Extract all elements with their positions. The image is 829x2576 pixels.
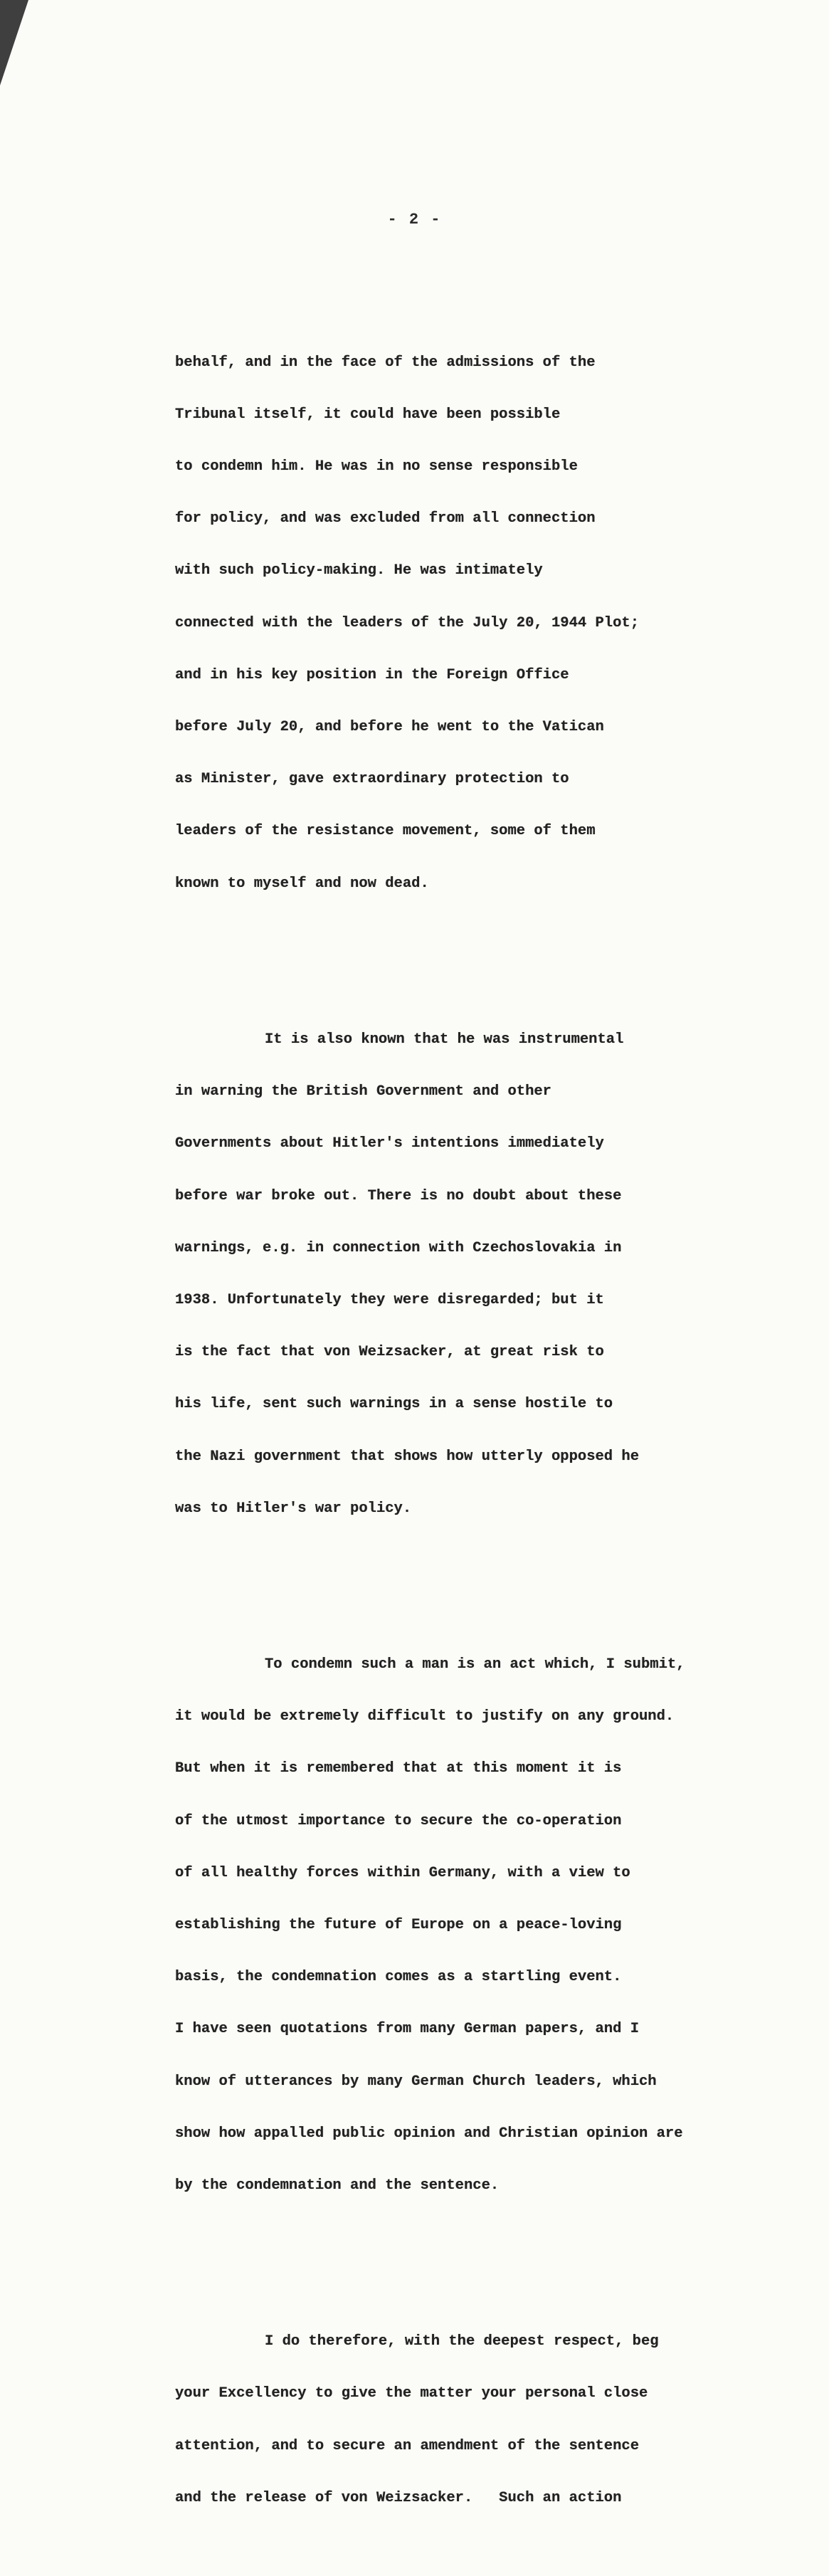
paragraph-1 [175,320,801,927]
text-line: by the condemnation and the sentence. [175,2177,500,2194]
paragraph-4 [175,2298,801,2542]
text-line: 1938. Unfortunately they were disregarded; but it [175,1291,604,1308]
page-number: - 2 - [387,211,442,228]
text-line: is the fact that von Weizsacker, at great risk to [175,1344,604,1361]
paragraph-3 [175,1621,801,2229]
text-line: before July 20, and before he went to the Vatican [175,719,604,736]
text-line: and in his key position in the Foreign Office [175,666,569,683]
text-line: to condemn him. He was in no sense responsible [175,458,578,475]
text-line: it would be extremely difficult to justify on any ground. [175,1708,675,1725]
text-line: known to myself and now dead. [175,875,429,892]
text-line: leaders of the resistance movement, some of them [175,823,596,840]
text-line: your Excellency to give the matter your personal close [175,2385,648,2402]
text-line: establishing the future of Europe on a peace-loving [175,1916,622,1933]
text-line: of the utmost importance to secure the co-operation [175,1812,622,1829]
text-line: connected with the leaders of the July 20, 1944 Plot; [175,614,640,631]
text-line [175,1656,801,1673]
text-line: I have seen quotations from many German papers, and I [175,2021,640,2038]
text-line: But when it is remembered that at this moment it is [175,1760,622,1777]
text-line: the Nazi government that shows how utterly opposed he [175,1448,640,1465]
text-line: basis, the condemnation comes as a startling event. [175,1969,622,1986]
text-line: behalf, and in the face of the admissions of the [175,354,596,371]
text-line: and the release of von Weizsacker. Such an action [175,2489,622,2506]
text-line: before war broke out. There is no doubt about these [175,1187,622,1204]
text-line: with such policy-making. He was intimately [175,562,543,579]
text-line: attention, and to secure an amendment of the sentence [175,2437,640,2454]
scan-corner-mark [0,0,28,85]
text-line: for policy, and was excluded from all connection [175,510,596,527]
text-line: his life, sent such warnings in a sense hostile to [175,1396,613,1413]
text-line: was to Hitler's war policy. [175,1500,412,1517]
text-line: of all healthy forces within Germany, with a view to [175,1864,630,1881]
text-line: Governments about Hitler's intentions immediately [175,1135,604,1152]
text-line: show how appalled public opinion and Christian opinion are [175,2125,683,2142]
text-line: Tribunal itself, it could have been possible [175,406,561,423]
text-line-content: I do therefore, with the deepest respect, beg [265,2333,659,2350]
text-line-content: To condemn such a man is an act which, I submit, [265,1656,685,1673]
letter-body [175,285,801,2576]
text-line: in warning the British Government and other [175,1083,551,1100]
text-line-content: It is also known that he was instrumental [265,1031,624,1048]
text-line [175,2333,801,2350]
text-line: as Minister, gave extraordinary protection to [175,771,569,788]
text-line: warnings, e.g. in connection with Czechoslovakia in [175,1239,622,1256]
text-line [175,1031,801,1048]
text-line: know of utterances by many German Church leaders, which [175,2073,657,2090]
paragraph-2 [175,997,801,1552]
